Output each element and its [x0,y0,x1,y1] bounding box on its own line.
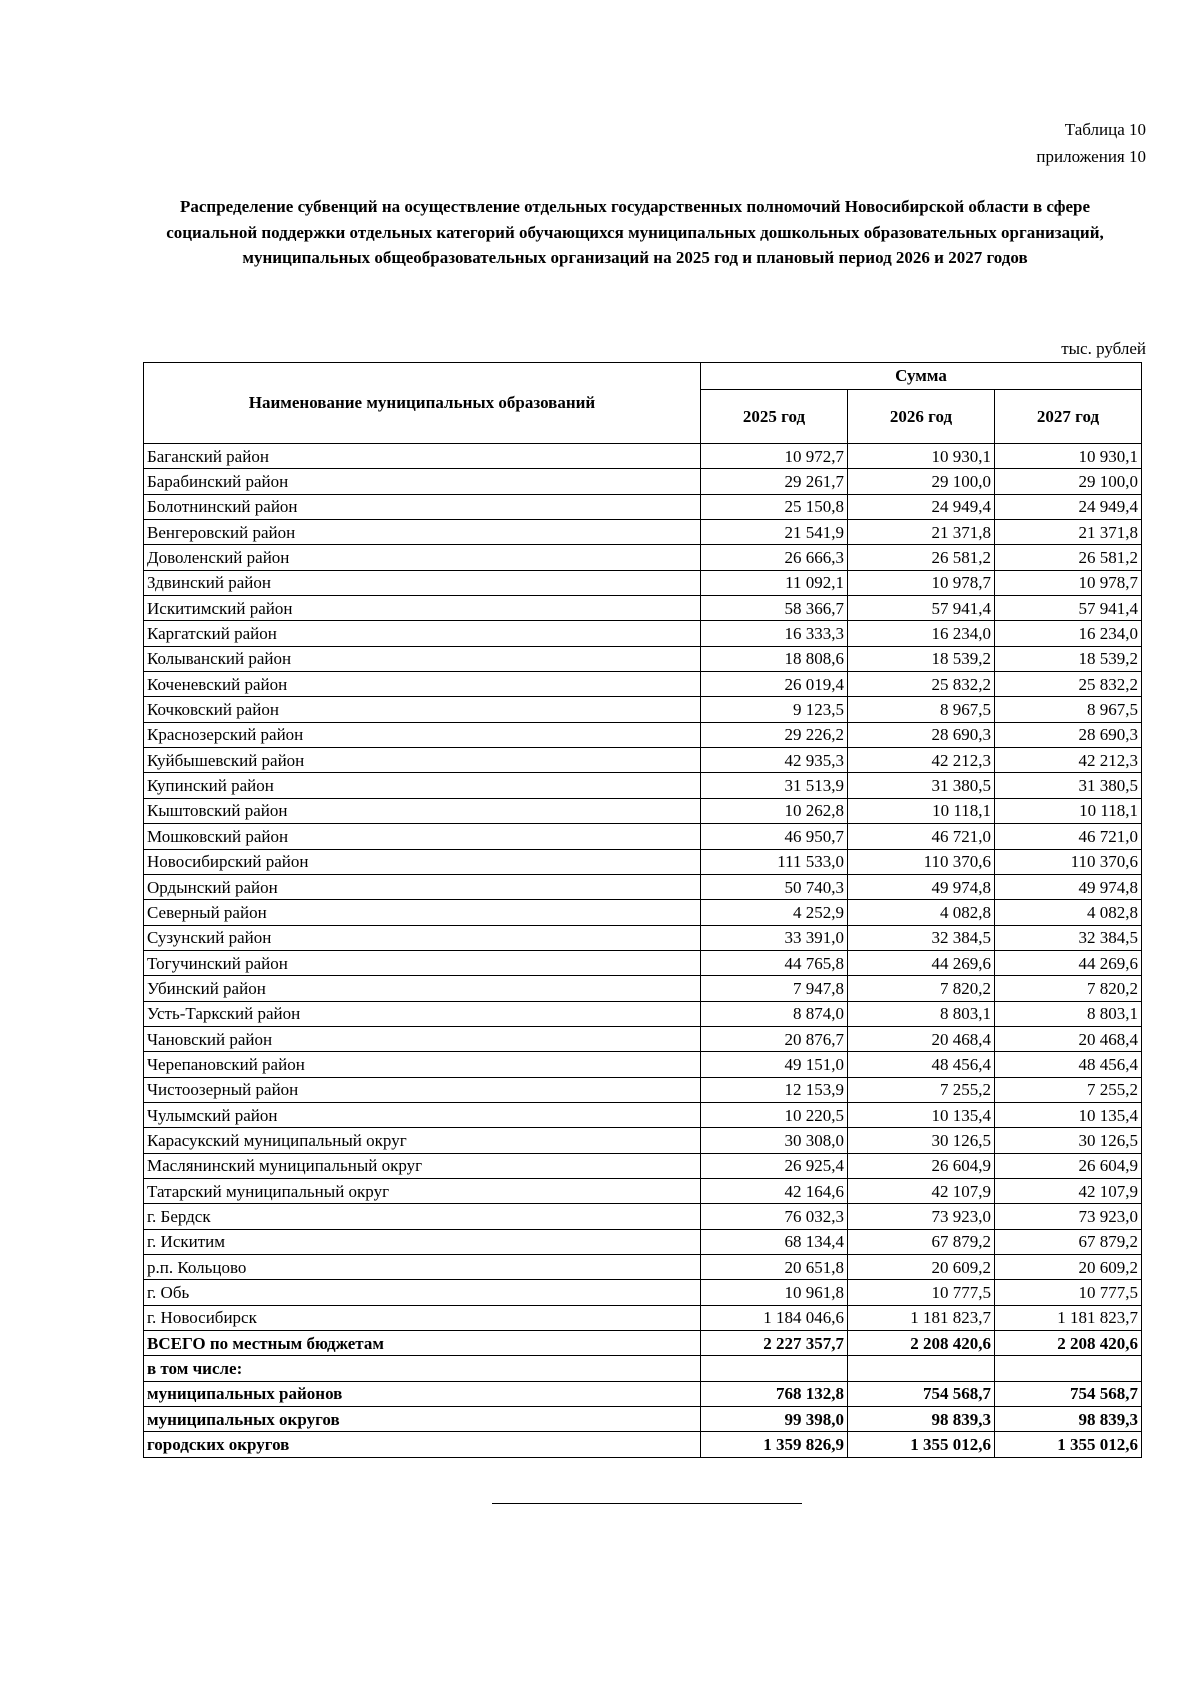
value-cell-2027: 20 609,2 [995,1255,1142,1280]
table-row [144,1102,1142,1127]
value-cell-2027: 44 269,6 [995,950,1142,975]
value-cell-2027: 98 839,3 [995,1407,1142,1432]
value-cell-2026: 16 234,0 [848,621,995,646]
row-name-cell: Сузунский район [144,925,701,950]
value-cell-2027: 24 949,4 [995,494,1142,519]
row-name-cell: Маслянинский муниципальный округ [144,1153,701,1178]
value-cell-2027: 21 371,8 [995,520,1142,545]
value-cell-2025: 111 533,0 [701,849,848,874]
value-cell-2025: 1 184 046,6 [701,1305,848,1330]
row-name-cell: г. Бердск [144,1204,701,1229]
table-row [144,1052,1142,1077]
value-cell-2026: 7 255,2 [848,1077,995,1102]
row-name-cell: Здвинский район [144,570,701,595]
closing-rule [492,1503,802,1504]
row-name-cell: г. Искитим [144,1229,701,1254]
table-row [144,976,1142,1001]
row-name-cell: в том числе: [144,1356,701,1381]
row-name-cell: р.п. Кольцово [144,1255,701,1280]
column-header-year-2025: 2025 год [701,390,848,444]
table-row [144,1280,1142,1305]
value-cell-2026: 18 539,2 [848,646,995,671]
unit-label: тыс. рублей [1061,339,1146,358]
value-cell-2026: 8 803,1 [848,1001,995,1026]
table-row [144,570,1142,595]
table-row [144,798,1142,823]
value-cell-2026: 26 604,9 [848,1153,995,1178]
row-name-cell: Искитимский район [144,596,701,621]
row-name-cell: Тогучинский район [144,950,701,975]
value-cell-2025: 99 398,0 [701,1407,848,1432]
value-cell-2027: 67 879,2 [995,1229,1142,1254]
value-cell-2027: 4 082,8 [995,900,1142,925]
table-row [144,1077,1142,1102]
value-cell-2027: 10 930,1 [995,444,1142,469]
table-row [144,1305,1142,1330]
value-cell-2025: 58 366,7 [701,596,848,621]
value-cell-2025: 12 153,9 [701,1077,848,1102]
value-cell-2025: 25 150,8 [701,494,848,519]
table-row [144,1381,1142,1406]
value-cell-2025: 42 164,6 [701,1178,848,1203]
row-name-cell: муниципальных округов [144,1407,701,1432]
value-cell-2025 [701,1356,848,1381]
value-cell-2025: 16 333,3 [701,621,848,646]
value-cell-2026: 2 208 420,6 [848,1331,995,1356]
table-row [144,520,1142,545]
value-cell-2025: 46 950,7 [701,824,848,849]
value-cell-2026: 31 380,5 [848,773,995,798]
row-name-cell: Черепановский район [144,1052,701,1077]
row-name-cell: Болотнинский район [144,494,701,519]
column-header-name: Наименование муниципальных образований [144,363,701,444]
row-name-cell: Карасукский муниципальный округ [144,1128,701,1153]
value-cell-2025: 10 220,5 [701,1102,848,1127]
row-name-cell: Колыванский район [144,646,701,671]
row-name-cell: Чулымский район [144,1102,701,1127]
row-name-cell: Кыштовский район [144,798,701,823]
value-cell-2027: 1 355 012,6 [995,1432,1142,1457]
table-row [144,646,1142,671]
row-name-cell: Чановский район [144,1026,701,1051]
value-cell-2026: 10 777,5 [848,1280,995,1305]
value-cell-2025: 44 765,8 [701,950,848,975]
table-row [144,697,1142,722]
value-cell-2027: 10 777,5 [995,1280,1142,1305]
table-body [144,444,1142,1458]
value-cell-2027: 10 978,7 [995,570,1142,595]
value-cell-2026: 42 212,3 [848,748,995,773]
value-cell-2026: 49 974,8 [848,874,995,899]
value-cell-2026: 4 082,8 [848,900,995,925]
value-cell-2025: 68 134,4 [701,1229,848,1254]
row-name-cell: Купинский район [144,773,701,798]
value-cell-2025: 76 032,3 [701,1204,848,1229]
table-row [144,773,1142,798]
value-cell-2026: 57 941,4 [848,596,995,621]
value-cell-2027: 10 135,4 [995,1102,1142,1127]
value-cell-2027: 28 690,3 [995,722,1142,747]
table-row [144,1001,1142,1026]
row-name-cell: Краснозерский район [144,722,701,747]
appendix-label: приложения 10 [1036,147,1146,166]
value-cell-2025: 4 252,9 [701,900,848,925]
value-cell-2025: 42 935,3 [701,748,848,773]
value-cell-2026: 20 609,2 [848,1255,995,1280]
value-cell-2025: 1 359 826,9 [701,1432,848,1457]
table-row [144,494,1142,519]
value-cell-2025: 768 132,8 [701,1381,848,1406]
row-name-cell: Северный район [144,900,701,925]
value-cell-2026: 24 949,4 [848,494,995,519]
row-name-cell: Убинский район [144,976,701,1001]
value-cell-2026: 7 820,2 [848,976,995,1001]
value-cell-2027: 46 721,0 [995,824,1142,849]
value-cell-2025: 26 666,3 [701,545,848,570]
value-cell-2026: 10 135,4 [848,1102,995,1127]
table-row [144,722,1142,747]
value-cell-2025: 29 261,7 [701,469,848,494]
value-cell-2027: 26 604,9 [995,1153,1142,1178]
value-cell-2026: 1 355 012,6 [848,1432,995,1457]
value-cell-2025: 18 808,6 [701,646,848,671]
value-cell-2027: 49 974,8 [995,874,1142,899]
row-name-cell: г. Обь [144,1280,701,1305]
table-row [144,1229,1142,1254]
value-cell-2025: 49 151,0 [701,1052,848,1077]
value-cell-2025: 29 226,2 [701,722,848,747]
row-name-cell: Венгеровский район [144,520,701,545]
value-cell-2026: 20 468,4 [848,1026,995,1051]
value-cell-2025: 30 308,0 [701,1128,848,1153]
table-row [144,748,1142,773]
value-cell-2027: 42 212,3 [995,748,1142,773]
table-row [144,1204,1142,1229]
table-row [144,1331,1142,1356]
table-row [144,545,1142,570]
value-cell-2025: 10 262,8 [701,798,848,823]
column-header-year-2027: 2027 год [995,390,1142,444]
table-row [144,596,1142,621]
value-cell-2027: 26 581,2 [995,545,1142,570]
table-row [144,849,1142,874]
row-name-cell: Кочковский район [144,697,701,722]
table-row [144,1407,1142,1432]
table-row [144,1153,1142,1178]
value-cell-2026: 48 456,4 [848,1052,995,1077]
value-cell-2027: 25 832,2 [995,672,1142,697]
value-cell-2027: 57 941,4 [995,596,1142,621]
value-cell-2027: 110 370,6 [995,849,1142,874]
value-cell-2026: 21 371,8 [848,520,995,545]
value-cell-2027 [995,1356,1142,1381]
row-name-cell: Коченевский район [144,672,701,697]
value-cell-2027: 10 118,1 [995,798,1142,823]
value-cell-2027: 48 456,4 [995,1052,1142,1077]
row-name-cell: Мошковский район [144,824,701,849]
table-row [144,950,1142,975]
table-row [144,1128,1142,1153]
value-cell-2025: 10 972,7 [701,444,848,469]
value-cell-2025: 50 740,3 [701,874,848,899]
value-cell-2027: 2 208 420,6 [995,1331,1142,1356]
value-cell-2026: 73 923,0 [848,1204,995,1229]
value-cell-2026: 10 118,1 [848,798,995,823]
row-name-cell: Ордынский район [144,874,701,899]
table-row [144,1026,1142,1051]
table-header [144,363,1142,444]
value-cell-2026: 110 370,6 [848,849,995,874]
row-name-cell: Новосибирский район [144,849,701,874]
value-cell-2026: 8 967,5 [848,697,995,722]
value-cell-2027: 20 468,4 [995,1026,1142,1051]
value-cell-2027: 29 100,0 [995,469,1142,494]
value-cell-2025: 2 227 357,7 [701,1331,848,1356]
value-cell-2026: 32 384,5 [848,925,995,950]
row-name-cell: ВСЕГО по местным бюджетам [144,1331,701,1356]
value-cell-2027: 31 380,5 [995,773,1142,798]
value-cell-2026: 46 721,0 [848,824,995,849]
value-cell-2027: 18 539,2 [995,646,1142,671]
value-cell-2025: 20 651,8 [701,1255,848,1280]
value-cell-2027: 7 820,2 [995,976,1142,1001]
table-row [144,1178,1142,1203]
row-name-cell: Баганский район [144,444,701,469]
table-row [144,1432,1142,1457]
value-cell-2025: 20 876,7 [701,1026,848,1051]
value-cell-2027: 73 923,0 [995,1204,1142,1229]
row-name-cell: Барабинский район [144,469,701,494]
value-cell-2025: 26 925,4 [701,1153,848,1178]
table-row [144,672,1142,697]
column-header-sum: Сумма [701,363,1142,390]
value-cell-2027: 8 967,5 [995,697,1142,722]
row-name-cell: Татарский муниципальный округ [144,1178,701,1203]
value-cell-2025: 21 541,9 [701,520,848,545]
value-cell-2025: 26 019,4 [701,672,848,697]
table-row [144,444,1142,469]
table-row [144,824,1142,849]
value-cell-2027: 7 255,2 [995,1077,1142,1102]
row-name-cell: муниципальных районов [144,1381,701,1406]
value-cell-2025: 11 092,1 [701,570,848,595]
row-name-cell: Доволенский район [144,545,701,570]
value-cell-2026: 754 568,7 [848,1381,995,1406]
table-row [144,900,1142,925]
value-cell-2027: 16 234,0 [995,621,1142,646]
table-row [144,874,1142,899]
column-header-year-2026: 2026 год [848,390,995,444]
value-cell-2025: 33 391,0 [701,925,848,950]
value-cell-2026: 1 181 823,7 [848,1305,995,1330]
value-cell-2027: 30 126,5 [995,1128,1142,1153]
value-cell-2027: 8 803,1 [995,1001,1142,1026]
value-cell-2026: 44 269,6 [848,950,995,975]
value-cell-2025: 10 961,8 [701,1280,848,1305]
value-cell-2026: 26 581,2 [848,545,995,570]
value-cell-2026: 42 107,9 [848,1178,995,1203]
row-name-cell: г. Новосибирск [144,1305,701,1330]
table-row [144,1255,1142,1280]
value-cell-2026: 29 100,0 [848,469,995,494]
value-cell-2025: 7 947,8 [701,976,848,1001]
value-cell-2026: 98 839,3 [848,1407,995,1432]
value-cell-2026: 25 832,2 [848,672,995,697]
value-cell-2027: 1 181 823,7 [995,1305,1142,1330]
table-row [144,621,1142,646]
value-cell-2026: 10 978,7 [848,570,995,595]
value-cell-2026: 28 690,3 [848,722,995,747]
value-cell-2026: 67 879,2 [848,1229,995,1254]
row-name-cell: Чистоозерный район [144,1077,701,1102]
table-row [144,469,1142,494]
row-name-cell: Каргатский район [144,621,701,646]
value-cell-2026: 30 126,5 [848,1128,995,1153]
subsidy-table [143,362,1142,1458]
value-cell-2026: 10 930,1 [848,444,995,469]
table-number-label: Таблица 10 [1064,120,1146,139]
row-name-cell: Куйбышевский район [144,748,701,773]
value-cell-2027: 32 384,5 [995,925,1142,950]
row-name-cell: Усть-Таркский район [144,1001,701,1026]
value-cell-2025: 9 123,5 [701,697,848,722]
table-row [144,1356,1142,1381]
value-cell-2025: 31 513,9 [701,773,848,798]
table-row [144,925,1142,950]
value-cell-2026 [848,1356,995,1381]
row-name-cell: городских округов [144,1432,701,1457]
document-title: Распределение субвенций на осуществление отдельных государственных полномочий Новосибирской области в сфере социальной поддержки отдельных категорий обучающихся муниципальных дошкольных образовательных организаций, муниципальных общеобразовательных организаций на 2025 год и плановый период 2026 и 2027 годов [166,197,1104,267]
value-cell-2027: 754 568,7 [995,1381,1142,1406]
value-cell-2027: 42 107,9 [995,1178,1142,1203]
value-cell-2025: 8 874,0 [701,1001,848,1026]
